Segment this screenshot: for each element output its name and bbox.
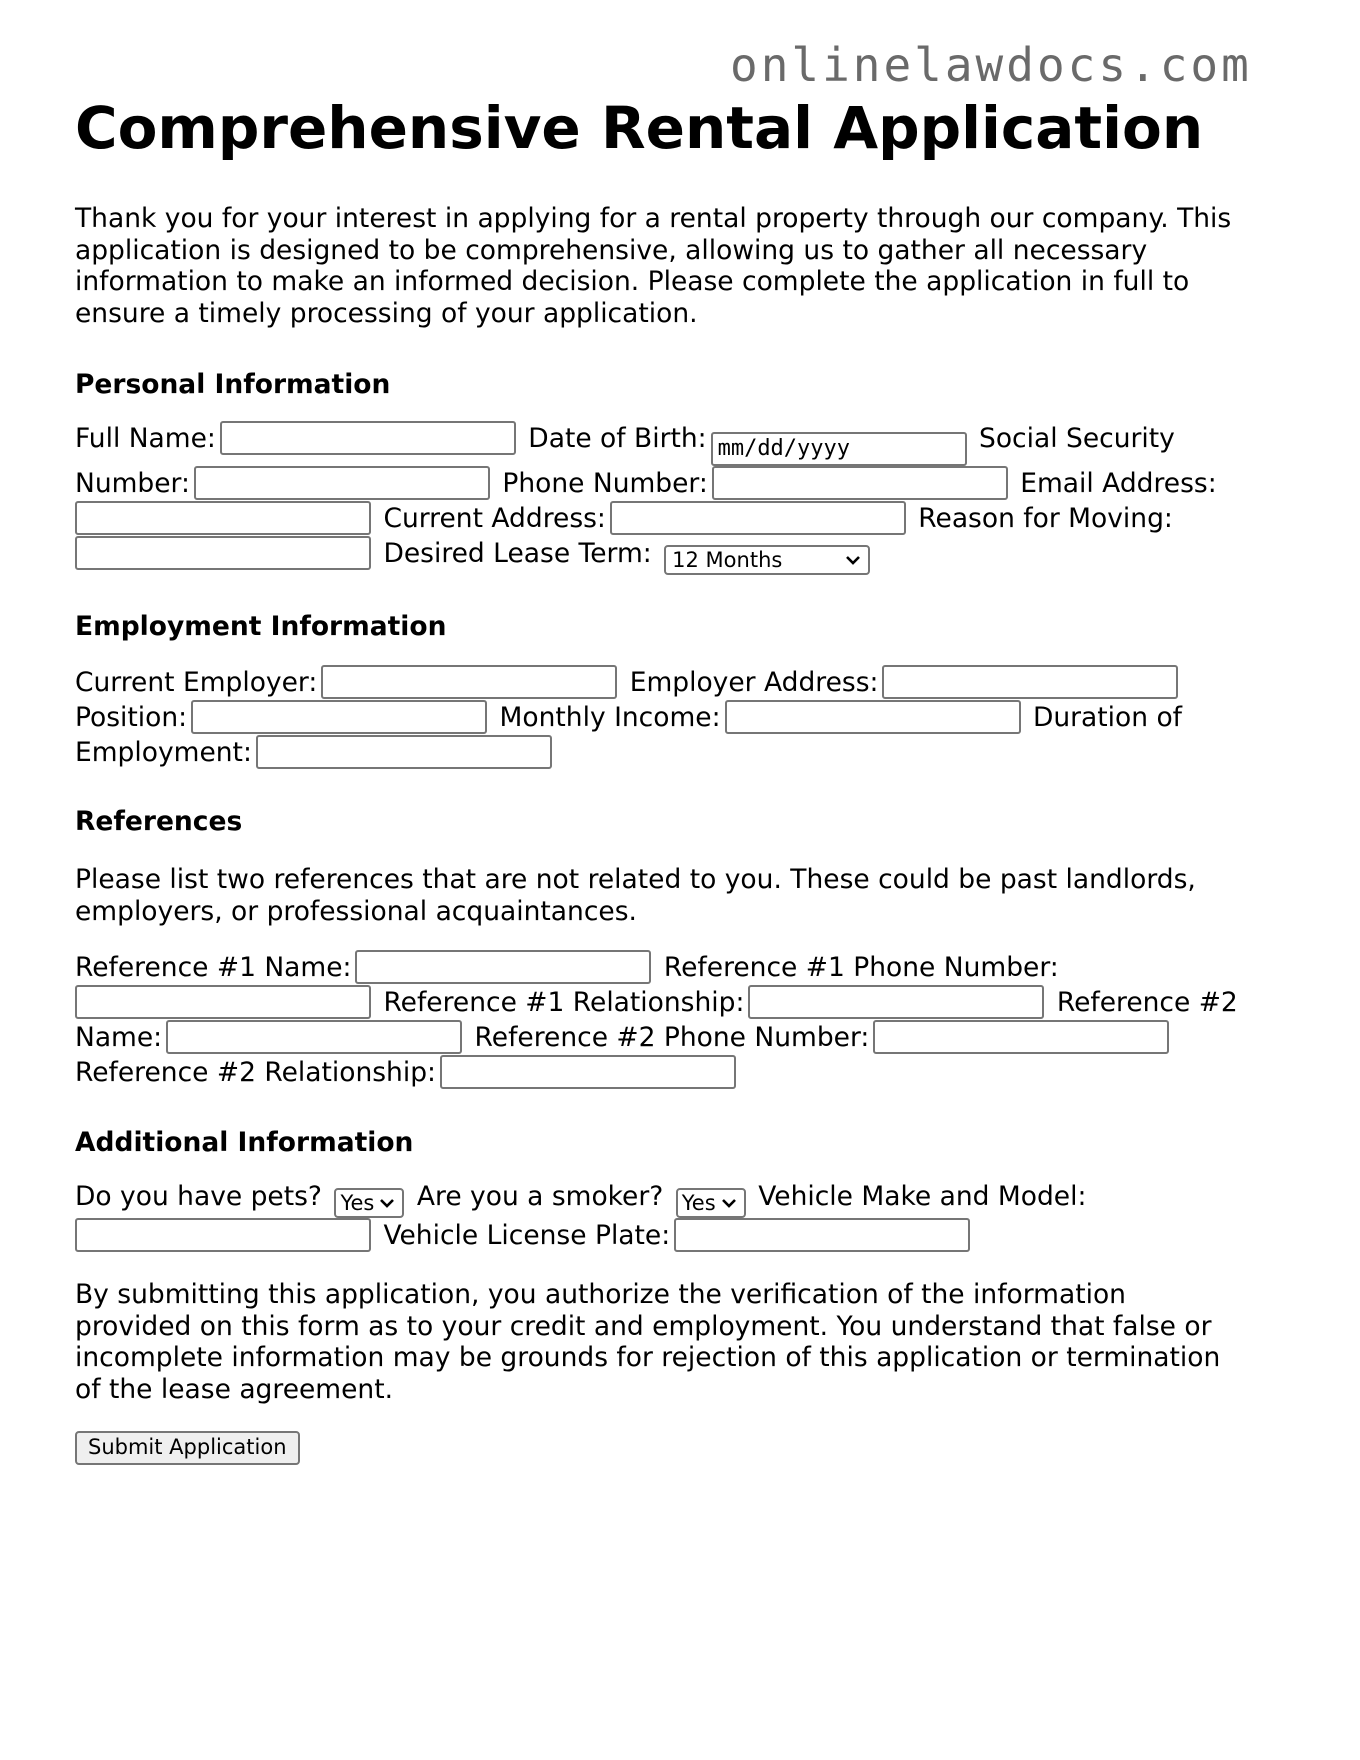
smoker-value: Yes — [681, 1191, 716, 1215]
position-label: Position: — [75, 702, 188, 733]
employer-label: Current Employer: — [75, 667, 318, 698]
chevron-down-icon — [844, 551, 862, 569]
lease-term-value: 12 Months — [672, 548, 783, 572]
plate-field[interactable] — [674, 1218, 970, 1252]
chevron-down-icon — [378, 1194, 396, 1212]
employer-address-label: Employer Address: — [629, 667, 879, 698]
plate-label: Vehicle License Plate: — [383, 1220, 671, 1251]
vehicle-field[interactable] — [75, 1218, 371, 1252]
date-of-birth-field[interactable]: mm/dd/yyyy — [711, 432, 967, 466]
personal-information-heading: Personal Information — [75, 369, 391, 400]
employment-information-fields — [75, 665, 1250, 770]
page-title: Comprehensive Rental Application — [75, 94, 1204, 162]
references-heading: References — [75, 806, 243, 837]
ref2-phone-label: Reference #2 Phone Number: — [474, 1022, 870, 1053]
personal-information-fields — [75, 421, 1250, 575]
lease-term-label: Desired Lease Term: — [383, 538, 652, 569]
employment-information-heading: Employment Information — [75, 611, 447, 642]
duration-label: Duration of Employment: — [75, 702, 1183, 768]
ref1-phone-label: Reference #1 Phone Number: — [663, 952, 1059, 983]
phone-label: Phone Number: — [502, 468, 708, 499]
current-address-label: Current Address: — [383, 503, 606, 534]
rental-application-form — [75, 88, 1250, 1465]
pets-label: Do you have pets? — [75, 1181, 322, 1212]
ref1-relationship-label: Reference #1 Relationship: — [383, 987, 745, 1018]
full-name-label: Full Name: — [75, 423, 216, 454]
ssn-label: Social Security Number: — [75, 423, 1175, 499]
current-employer-field[interactable] — [321, 665, 617, 699]
lease-term-select[interactable] — [664, 545, 870, 575]
dob-label: Date of Birth: — [528, 423, 707, 454]
ref2-relationship-label: Reference #2 Relationship: — [75, 1057, 436, 1088]
references-note: Please list two references that are not related to you. These could be past landlords, employers, or professional acquaintances. — [75, 864, 1196, 927]
ref1-name-label: Reference #1 Name: — [75, 952, 352, 983]
watermark: onlinelawdocs.com — [730, 38, 1252, 92]
smoker-label: Are you a smoker? — [416, 1181, 664, 1212]
additional-information-fields — [75, 1180, 1250, 1252]
additional-information-heading: Additional Information — [75, 1127, 414, 1158]
email-field[interactable] — [75, 501, 371, 535]
vehicle-label: Vehicle Make and Model: — [758, 1181, 1087, 1212]
ref1-relationship-field[interactable] — [748, 985, 1044, 1019]
smoker-select[interactable] — [676, 1188, 746, 1218]
ref2-name-field[interactable] — [166, 1020, 462, 1054]
email-label: Email Address: — [1020, 468, 1217, 499]
duration-employment-field[interactable] — [256, 735, 552, 769]
chevron-down-icon — [720, 1194, 738, 1212]
ref2-relationship-field[interactable] — [440, 1055, 736, 1089]
pets-value: Yes — [340, 1191, 375, 1215]
monthly-income-field[interactable] — [725, 700, 1021, 734]
current-address-field[interactable] — [610, 501, 906, 535]
submit-application-button[interactable]: Submit Application — [75, 1431, 300, 1465]
phone-field[interactable] — [712, 466, 1008, 500]
ssn-field[interactable] — [194, 466, 490, 500]
disclaimer-paragraph: By submitting this application, you authorize the verification of the information provided on this form as to your credit and employment. You understand that false or incomplete information may be grounds for rejection of this application or termination of the lease agreement. — [75, 1279, 1221, 1405]
reason-moving-label: Reason for Moving: — [918, 503, 1173, 534]
intro-paragraph: Thank you for your interest in applying for a rental property through our company. This application is designed to be comprehensive, allowing us to gather all necessary information to make an informed decision. Please complete the application in full to ensure a timely processing of your application. — [75, 203, 1232, 329]
full-name-field[interactable] — [220, 421, 516, 455]
reason-moving-field[interactable] — [75, 536, 371, 570]
position-field[interactable] — [191, 700, 487, 734]
references-fields — [75, 950, 1250, 1090]
ref2-phone-field[interactable] — [873, 1020, 1169, 1054]
employer-address-field[interactable] — [882, 665, 1178, 699]
monthly-income-label: Monthly Income: — [499, 702, 721, 733]
ref1-name-field[interactable] — [355, 950, 651, 984]
ref2-name-label: Reference #2 Name: — [75, 987, 1238, 1053]
ref1-phone-field[interactable] — [75, 985, 371, 1019]
pets-select[interactable] — [334, 1188, 404, 1218]
